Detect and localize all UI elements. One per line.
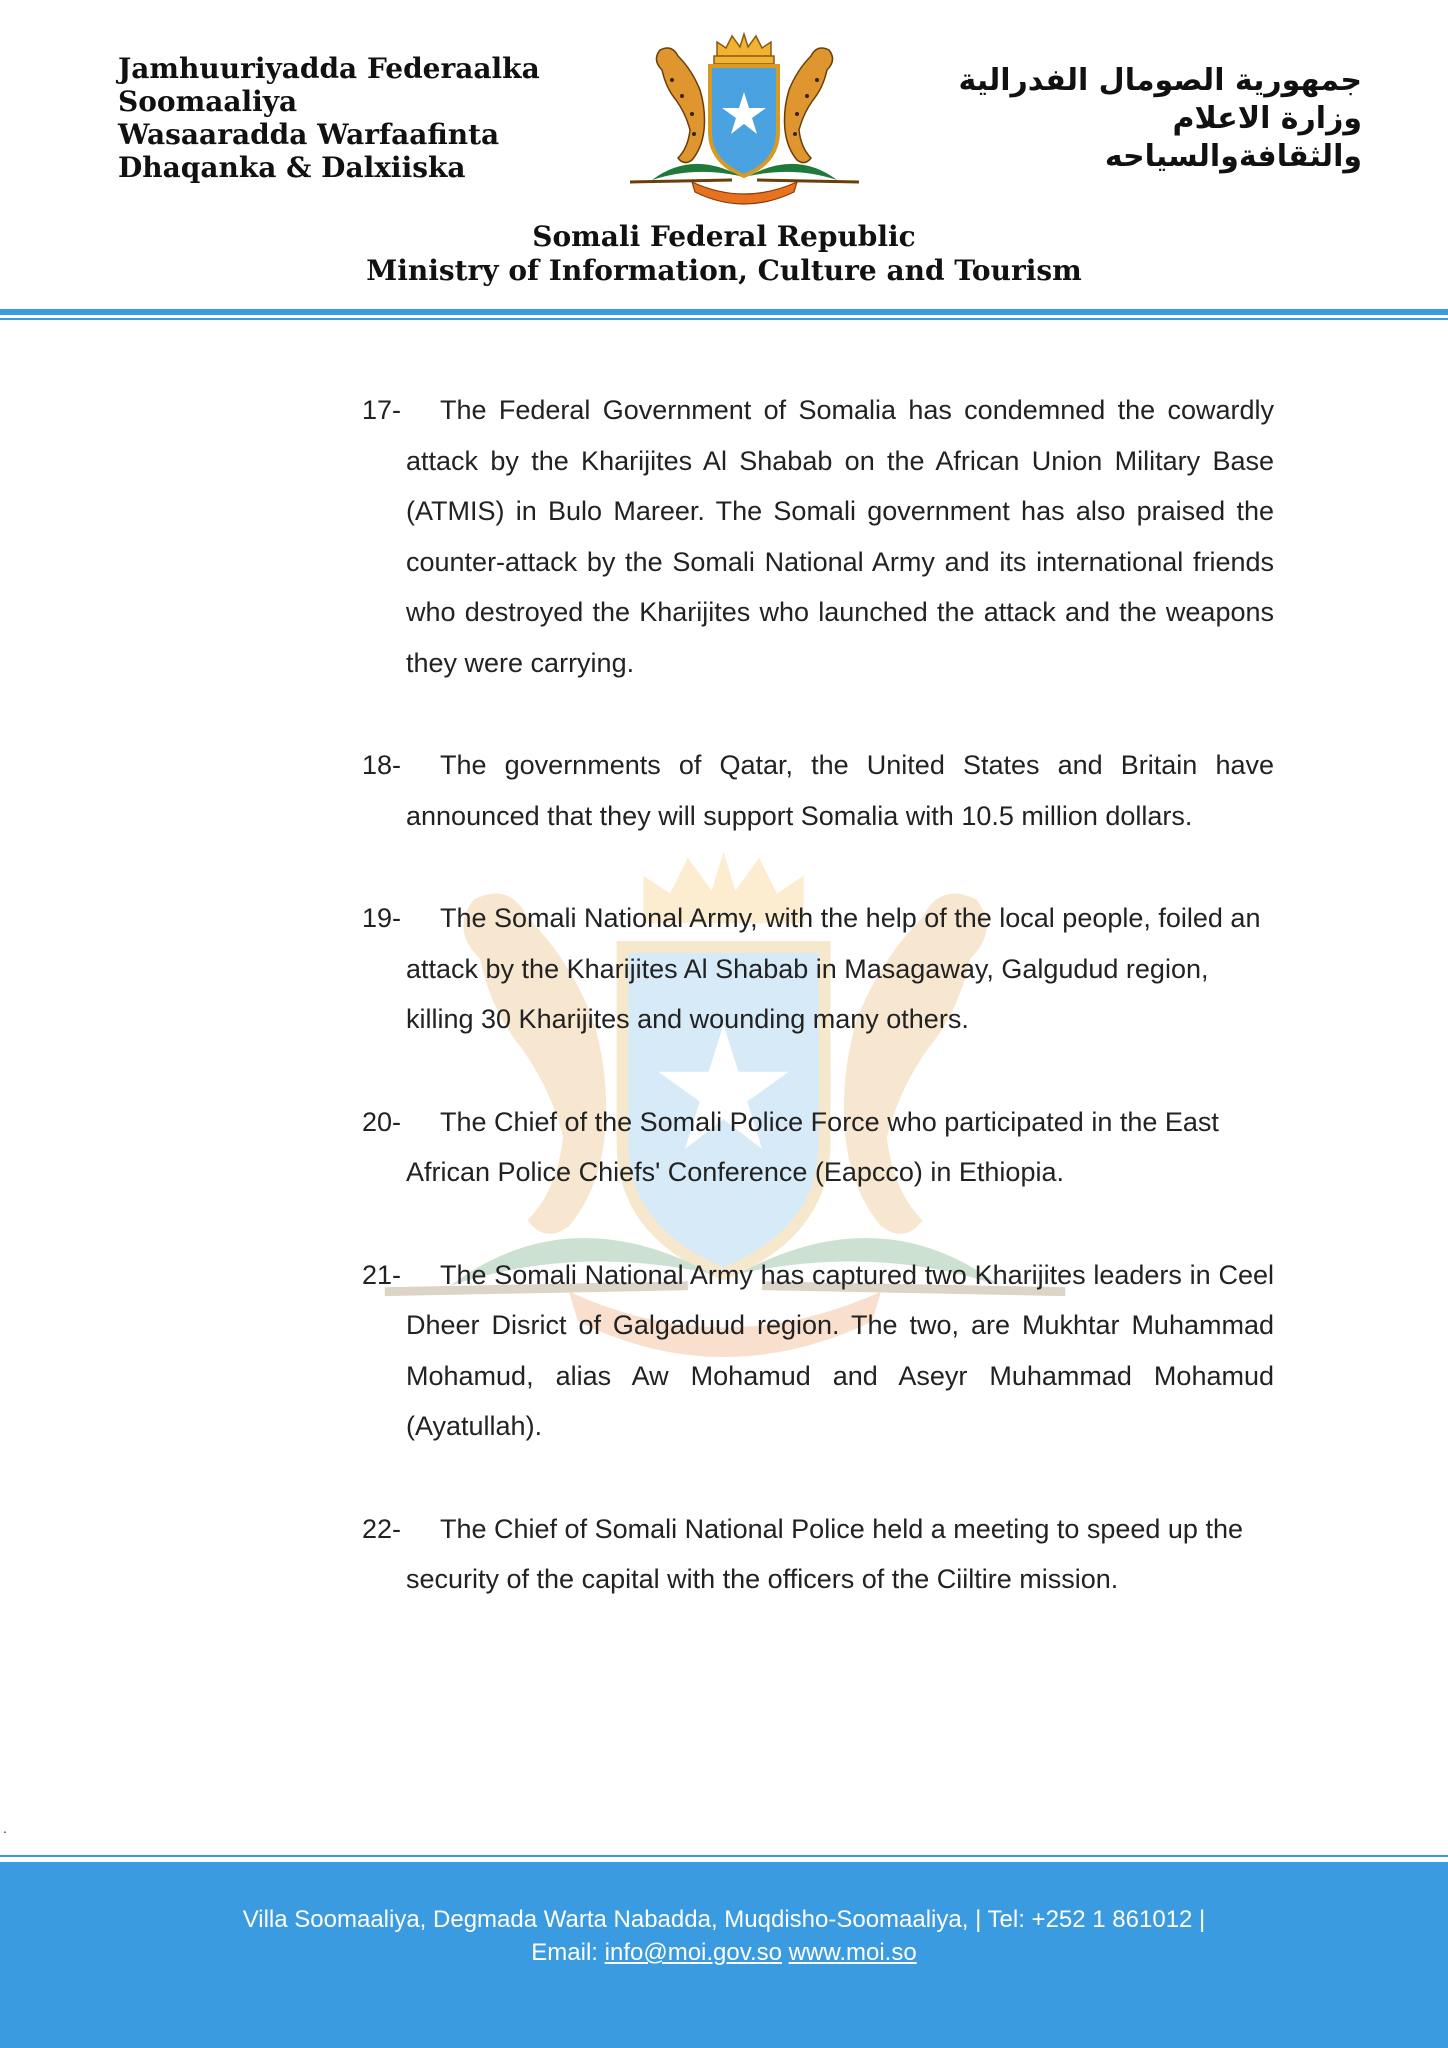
news-item-22	[362, 1504, 1274, 1605]
item-text: The Somali National Army has captured two Kharijites leaders in Ceel Dheer Disrict of Galgaduud region. The two, are Mukhtar Muhammad Mohamud, alias Aw Mohamud and Aseyr Muhammad Mohamud (Ayatullah).	[406, 1259, 1274, 1441]
footer-website-link[interactable]: www.moi.so	[788, 1939, 917, 1966]
header-english-title	[0, 220, 1448, 288]
footer-address: Villa Soomaaliya, Degmada Warta Nabadda, Muqdisho-Soomaaliya, | Tel: +252 1 861012 |	[242, 1906, 1206, 1933]
header-english-line-1: Somali Federal Republic	[532, 220, 916, 253]
header-arabic-title	[902, 62, 1362, 176]
item-text: The Chief of Somali National Police held a meeting to speed up the security of the capital with the officers of the Ciiltire mission.	[406, 1513, 1243, 1594]
header-arabic-line-1: جمهورية الصومال الفدرالية	[958, 63, 1362, 98]
item-text: The Chief of the Somali Police Force who participated in the East African Police Chiefs' Conference (Eapcco) in Ethiopia.	[406, 1106, 1219, 1187]
header-somali-line-1: Jamhuuriyadda Federaalka	[118, 52, 540, 85]
item-text: The governments of Qatar, the United States and Britain have announced that they will support Somalia with 10.5 million dollars.	[406, 750, 1274, 831]
news-item-20	[362, 1097, 1274, 1198]
footer	[0, 1862, 1448, 2048]
news-list	[362, 385, 1274, 1657]
header-arabic-line-2: وزارة الاعلام	[1172, 101, 1362, 136]
footer-email-link[interactable]: info@moi.gov.so	[604, 1939, 782, 1966]
item-number: 22-	[362, 1513, 402, 1544]
news-item-17	[362, 385, 1274, 688]
item-text: The Somali National Army, with the help of the local people, foiled an attack by the Kharijites Al Shabab in Masagaway, Galgudud region, killing 30 Kharijites and wounding many others.	[406, 903, 1261, 1034]
item-number: 17-	[362, 395, 402, 425]
item-number: 20-	[362, 1106, 402, 1137]
item-text: The Federal Government of Somalia has condemned the cowardly attack by the Kharijites Al Shabab on the African Union Military Base (ATMIS) in Bulo Mareer. The Somali government has also praised the counter-attack by the Somali National Army and its international friends who destroyed the Kharijites who launched the attack and the weapons they were carrying.	[406, 395, 1274, 678]
header-divider-thin	[0, 318, 1448, 320]
footer-email-label: Email:	[531, 1939, 598, 1966]
item-number: 18-	[362, 750, 402, 780]
margin-mark: .	[3, 1820, 7, 1836]
item-number: 19-	[362, 903, 402, 933]
header-somali-line-3: Wasaaradda Warfaafinta	[118, 118, 500, 151]
news-item-18	[362, 740, 1274, 841]
coat-of-arms-icon	[622, 30, 867, 205]
header-somali-line-4: Dhaqanka & Dalxiiska	[118, 151, 466, 184]
footer-divider-thin	[0, 1855, 1448, 1857]
header-somali-title	[118, 52, 540, 184]
header-english-line-2: Ministry of Information, Culture and Tourism	[366, 254, 1082, 287]
news-item-19	[362, 893, 1274, 1045]
news-item-21	[362, 1250, 1274, 1452]
header-arabic-line-3: والثقافةوالسياحه	[1104, 139, 1362, 174]
footer-contact	[0, 1936, 1448, 1969]
header-somali-line-2: Soomaaliya	[118, 85, 298, 118]
item-number: 21-	[362, 1259, 402, 1290]
header-divider-thick	[0, 309, 1448, 315]
